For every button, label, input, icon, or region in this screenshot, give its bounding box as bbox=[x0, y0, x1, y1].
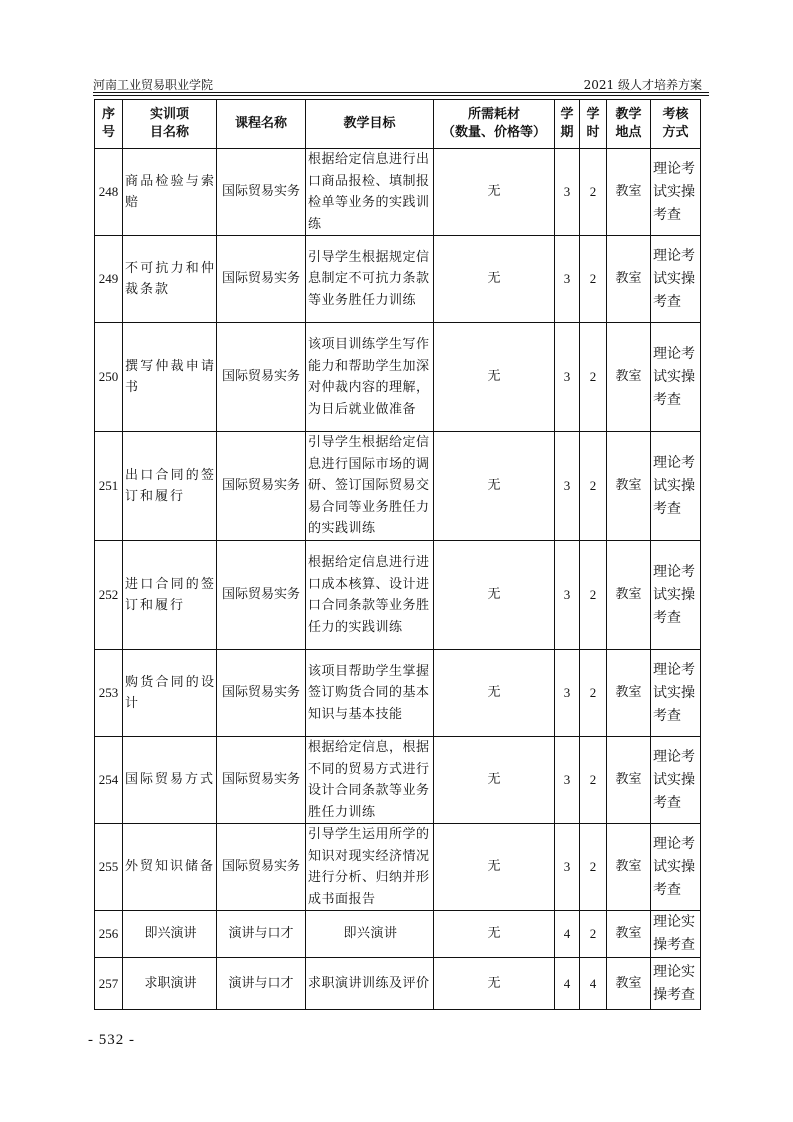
cell-hours: 2 bbox=[580, 236, 607, 323]
cell-goal: 根据给定信息进行进口成本核算、设计进口合同条款等业务胜任力的实践训练 bbox=[306, 541, 434, 650]
cell-term: 3 bbox=[555, 541, 580, 650]
header-institution: 河南工业贸易职业学院 bbox=[93, 78, 214, 92]
header-hours: 学 时 bbox=[580, 100, 607, 149]
cell-place: 教室 bbox=[607, 958, 651, 1010]
cell-assessment: 理论考试实操考查 bbox=[651, 323, 701, 432]
cell-course: 国际贸易实务 bbox=[217, 824, 306, 911]
cell-course: 演讲与口才 bbox=[217, 958, 306, 1010]
header-no: 序 号 bbox=[95, 100, 123, 149]
cell-term: 3 bbox=[555, 737, 580, 824]
cell-assessment: 理论考试实操考查 bbox=[651, 149, 701, 236]
table-row bbox=[95, 541, 701, 650]
cell-place: 教室 bbox=[607, 236, 651, 323]
cell-goal: 引导学生根据给定信息进行国际市场的调研、签订国际贸易交易合同等业务胜任力的实践训练 bbox=[306, 432, 434, 541]
cell-hours: 2 bbox=[580, 541, 607, 650]
cell-course: 演讲与口才 bbox=[217, 911, 306, 958]
header-term: 学 期 bbox=[555, 100, 580, 149]
cell-project: 国际贸易方式 bbox=[123, 737, 217, 824]
table-row bbox=[95, 432, 701, 541]
cell-materials: 无 bbox=[434, 149, 555, 236]
cell-materials: 无 bbox=[434, 911, 555, 958]
cell-no: 250 bbox=[95, 323, 123, 432]
cell-place: 教室 bbox=[607, 323, 651, 432]
cell-hours: 2 bbox=[580, 432, 607, 541]
cell-project: 撰写仲裁申请书 bbox=[123, 323, 217, 432]
cell-course: 国际贸易实务 bbox=[217, 650, 306, 737]
cell-no: 257 bbox=[95, 958, 123, 1010]
table-row bbox=[95, 911, 701, 958]
cell-hours: 2 bbox=[580, 911, 607, 958]
cell-assessment: 理论考试实操考查 bbox=[651, 650, 701, 737]
cell-assessment: 理论考试实操考查 bbox=[651, 432, 701, 541]
cell-project: 不可抗力和仲裁条款 bbox=[123, 236, 217, 323]
cell-materials: 无 bbox=[434, 824, 555, 911]
cell-term: 3 bbox=[555, 149, 580, 236]
header-course: 课程名称 bbox=[217, 100, 306, 149]
cell-no: 255 bbox=[95, 824, 123, 911]
cell-no: 248 bbox=[95, 149, 123, 236]
cell-project: 即兴演讲 bbox=[123, 911, 217, 958]
cell-goal: 该项目帮助学生掌握签订购货合同的基本知识与基本技能 bbox=[306, 650, 434, 737]
cell-assessment: 理论实操考查 bbox=[651, 911, 701, 958]
table-header-row bbox=[95, 100, 701, 149]
cell-term: 3 bbox=[555, 432, 580, 541]
cell-assessment: 理论考试实操考查 bbox=[651, 541, 701, 650]
cell-no: 249 bbox=[95, 236, 123, 323]
header-goal: 教学目标 bbox=[306, 100, 434, 149]
cell-goal: 引导学生运用所学的知识对现实经济情况进行分析、归纳并形成书面报告 bbox=[306, 824, 434, 911]
cell-hours: 2 bbox=[580, 323, 607, 432]
page-header bbox=[93, 76, 702, 90]
cell-materials: 无 bbox=[434, 432, 555, 541]
cell-course: 国际贸易实务 bbox=[217, 541, 306, 650]
table-row bbox=[95, 236, 701, 323]
table-row bbox=[95, 650, 701, 737]
cell-project: 出口合同的签订和履行 bbox=[123, 432, 217, 541]
cell-assessment: 理论考试实操考查 bbox=[651, 824, 701, 911]
header-project: 实训项 目名称 bbox=[123, 100, 217, 149]
cell-hours: 2 bbox=[580, 824, 607, 911]
header-document-title: 2021 级人才培养方案 bbox=[583, 78, 702, 92]
cell-term: 3 bbox=[555, 323, 580, 432]
cell-term: 3 bbox=[555, 650, 580, 737]
cell-place: 教室 bbox=[607, 824, 651, 911]
table-row bbox=[95, 958, 701, 1010]
cell-materials: 无 bbox=[434, 323, 555, 432]
cell-no: 252 bbox=[95, 541, 123, 650]
header-rule-thin bbox=[93, 95, 709, 96]
cell-hours: 4 bbox=[580, 958, 607, 1010]
header-place: 教学 地点 bbox=[607, 100, 651, 149]
cell-hours: 2 bbox=[580, 149, 607, 236]
cell-goal: 引导学生根据规定信息制定不可抗力条款等业务胜任力训练 bbox=[306, 236, 434, 323]
cell-term: 3 bbox=[555, 236, 580, 323]
cell-place: 教室 bbox=[607, 432, 651, 541]
cell-goal: 根据给定信息，根据不同的贸易方式进行设计合同条款等业务胜任力训练 bbox=[306, 737, 434, 824]
table-row bbox=[95, 323, 701, 432]
cell-assessment: 理论实操考查 bbox=[651, 958, 701, 1010]
cell-term: 4 bbox=[555, 958, 580, 1010]
cell-course: 国际贸易实务 bbox=[217, 737, 306, 824]
table-row bbox=[95, 824, 701, 911]
page-number: - 532 - bbox=[88, 1032, 135, 1048]
table-row bbox=[95, 737, 701, 824]
cell-course: 国际贸易实务 bbox=[217, 432, 306, 541]
cell-project: 购货合同的设计 bbox=[123, 650, 217, 737]
cell-materials: 无 bbox=[434, 541, 555, 650]
cell-no: 254 bbox=[95, 737, 123, 824]
cell-project: 求职演讲 bbox=[123, 958, 217, 1010]
header-assessment: 考核 方式 bbox=[651, 100, 701, 149]
cell-materials: 无 bbox=[434, 236, 555, 323]
cell-place: 教室 bbox=[607, 650, 651, 737]
cell-goal: 该项目训练学生写作能力和帮助学生加深对仲裁内容的理解，为日后就业做准备 bbox=[306, 323, 434, 432]
cell-project: 商品检验与索赔 bbox=[123, 149, 217, 236]
cell-no: 251 bbox=[95, 432, 123, 541]
table-row bbox=[95, 149, 701, 236]
cell-place: 教室 bbox=[607, 541, 651, 650]
header-materials: 所需耗材 （数量、价格等） bbox=[434, 100, 555, 149]
cell-place: 教室 bbox=[607, 737, 651, 824]
cell-no: 253 bbox=[95, 650, 123, 737]
cell-course: 国际贸易实务 bbox=[217, 149, 306, 236]
cell-place: 教室 bbox=[607, 911, 651, 958]
training-projects-table bbox=[94, 99, 701, 1010]
cell-project: 进口合同的签订和履行 bbox=[123, 541, 217, 650]
cell-hours: 2 bbox=[580, 650, 607, 737]
header-rule-thick bbox=[93, 92, 709, 93]
cell-term: 4 bbox=[555, 911, 580, 958]
cell-course: 国际贸易实务 bbox=[217, 323, 306, 432]
cell-goal: 根据给定信息进行出口商品报检、填制报检单等业务的实践训练 bbox=[306, 149, 434, 236]
cell-course: 国际贸易实务 bbox=[217, 236, 306, 323]
cell-goal: 求职演讲训练及评价 bbox=[306, 958, 434, 1010]
cell-assessment: 理论考试实操考查 bbox=[651, 737, 701, 824]
cell-no: 256 bbox=[95, 911, 123, 958]
cell-term: 3 bbox=[555, 824, 580, 911]
cell-hours: 2 bbox=[580, 737, 607, 824]
cell-materials: 无 bbox=[434, 650, 555, 737]
cell-materials: 无 bbox=[434, 737, 555, 824]
cell-materials: 无 bbox=[434, 958, 555, 1010]
cell-project: 外贸知识储备 bbox=[123, 824, 217, 911]
cell-goal: 即兴演讲 bbox=[306, 911, 434, 958]
cell-place: 教室 bbox=[607, 149, 651, 236]
cell-assessment: 理论考试实操考查 bbox=[651, 236, 701, 323]
